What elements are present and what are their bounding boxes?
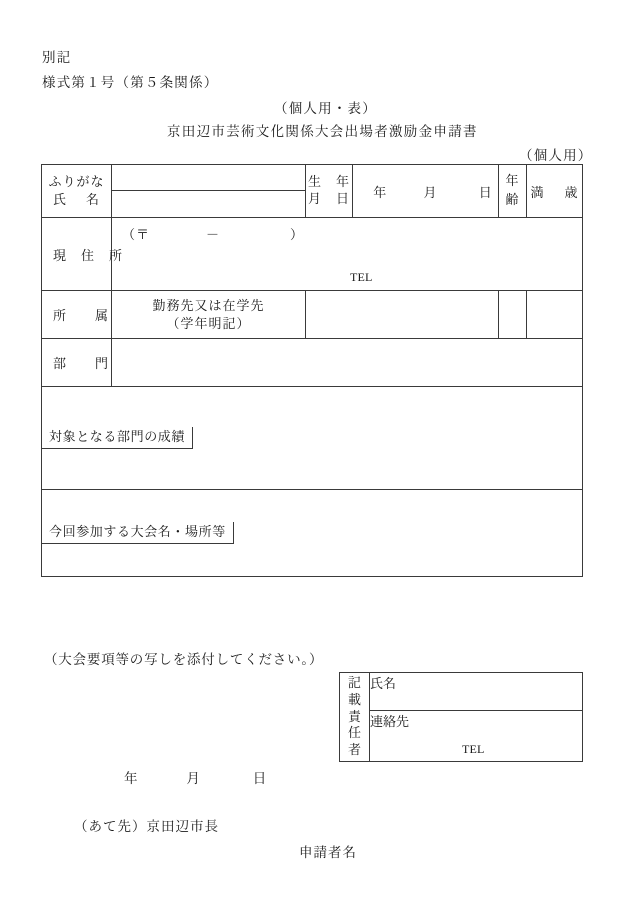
- birth-year-unit: 年: [373, 184, 388, 200]
- individual-use-label: （個人用）: [519, 148, 593, 163]
- group-name-input[interactable]: [527, 291, 583, 339]
- responsible-contact-label: 連絡先: [370, 714, 410, 729]
- age-label: [499, 165, 527, 218]
- results-cell[interactable]: [42, 387, 583, 490]
- date-day-unit: 日: [252, 771, 268, 786]
- workplace-school-label: [112, 291, 306, 339]
- submission-date-line[interactable]: [124, 767, 267, 787]
- responsible-label-char-0: 記: [347, 675, 361, 691]
- responsible-contact-row: [340, 711, 583, 762]
- workplace-school-label-line2: （学年明記）: [166, 315, 251, 331]
- date-year-unit: 年: [124, 771, 139, 786]
- age-suffix: 歳: [564, 184, 579, 200]
- division-label: 部 門: [53, 356, 110, 371]
- responsible-person-label: [340, 673, 370, 762]
- responsible-label-char-4: 者: [347, 741, 361, 757]
- responsible-name-cell[interactable]: [370, 673, 583, 711]
- birthdate-label-line2: 月 日: [307, 191, 350, 206]
- results-tag: 対象となる部門の成績: [42, 427, 193, 450]
- furigana-label: ふりがな: [48, 174, 105, 190]
- affiliation-label: 所 属: [53, 308, 110, 323]
- age-prefix: 満: [530, 184, 545, 200]
- responsible-person-table: [339, 672, 583, 762]
- event-cell[interactable]: [42, 490, 583, 577]
- date-month-unit: 月: [186, 771, 201, 786]
- postal-code-marker: （〒 － ）: [122, 227, 305, 242]
- birthdate-label: [306, 165, 353, 218]
- responsible-name-row: [340, 673, 583, 711]
- attachment-note: （大会要項等の写しを添付してください。）: [44, 652, 324, 667]
- birth-month-unit: 月: [423, 184, 438, 200]
- form-variant-label: （個人用・表）: [274, 101, 377, 116]
- responsible-contact-cell[interactable]: [370, 711, 583, 762]
- name-label: 氏 名: [53, 192, 100, 207]
- address-label-cell: [42, 218, 124, 291]
- table-row-results: [42, 387, 583, 490]
- name-input-cell[interactable]: [112, 165, 306, 218]
- table-row-name: [42, 165, 583, 218]
- workplace-school-label-line1: 勤務先又は在学先: [152, 297, 265, 313]
- table-row-address: [42, 218, 583, 291]
- age-label-line2: 齢: [505, 192, 520, 207]
- division-label-cell: [42, 339, 112, 387]
- responsible-name-label: 氏名: [370, 676, 397, 691]
- group-name-label-spacer: [499, 291, 527, 339]
- name-input[interactable]: [112, 191, 305, 217]
- form-number-label: 様式第１号（第５条関係）: [42, 75, 219, 90]
- table-row-event: [42, 490, 583, 577]
- name-row-label: [42, 165, 112, 218]
- responsible-label-char-3: 任: [347, 725, 361, 741]
- address-tel-label: TEL: [350, 270, 373, 284]
- event-tag: 今回参加する大会名・場所等: [42, 522, 234, 545]
- appendix-label: 別記: [42, 50, 72, 65]
- address-input-cell[interactable]: [112, 218, 583, 291]
- responsible-label-char-1: 載: [347, 692, 361, 708]
- address-label: 現 住 所: [53, 247, 124, 263]
- division-input[interactable]: [112, 339, 583, 387]
- birthdate-input-cell[interactable]: [353, 165, 499, 218]
- page-title: 京田辺市芸術文化関係大会出場者激励金申請書: [167, 124, 478, 139]
- workplace-school-input[interactable]: [306, 291, 499, 339]
- birthdate-label-line1: 生 年: [307, 174, 350, 190]
- age-label-line1: 年: [505, 173, 520, 189]
- addressee-line: （あて先）京田辺市長: [74, 819, 219, 834]
- furigana-input[interactable]: [112, 165, 305, 191]
- applicant-info-table: [41, 164, 583, 577]
- applicant-name-label: 申請者名: [299, 845, 357, 860]
- responsible-tel-label: TEL: [462, 742, 485, 756]
- birth-day-unit: 日: [478, 184, 493, 200]
- table-row-affiliation: [42, 291, 583, 339]
- table-row-division: [42, 339, 583, 387]
- age-input-cell[interactable]: [527, 165, 583, 218]
- responsible-label-char-2: 責: [347, 708, 361, 724]
- affiliation-label-cell: [42, 291, 112, 339]
